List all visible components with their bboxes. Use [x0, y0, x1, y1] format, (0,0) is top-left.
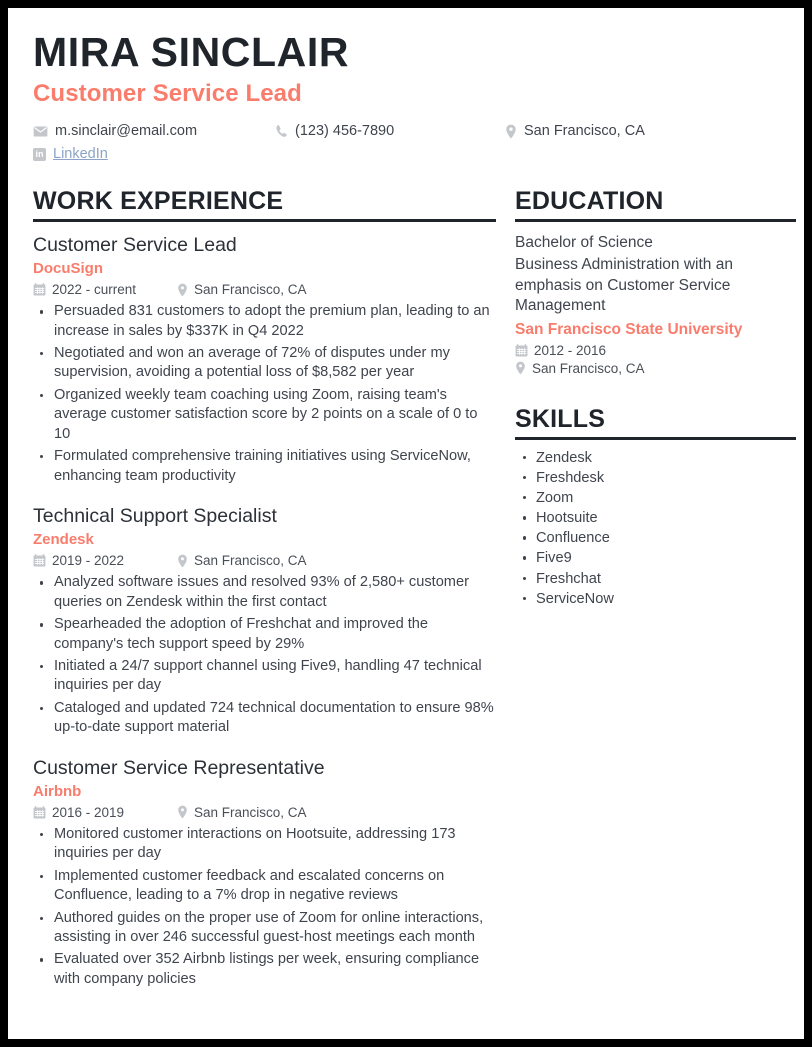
job-bullet-list: [33, 573, 496, 737]
job-dates-text: 2016 - 2019: [52, 804, 125, 820]
job-dates-text: 2019 - 2022: [52, 553, 125, 569]
education-heading: EDUCATION: [515, 186, 664, 215]
job-role: Customer Service Lead: [33, 233, 237, 256]
education-dates-text: 2012 - 2016: [534, 342, 607, 358]
contact-linkedin[interactable]: [33, 146, 108, 162]
contact-phone[interactable]: [275, 123, 505, 139]
map-pin-icon: [177, 805, 188, 819]
contact-location-text: San Francisco, CA: [524, 123, 645, 140]
map-pin-icon: [177, 283, 188, 297]
section-education: [515, 187, 796, 376]
job-company: DocuSign: [33, 260, 103, 278]
job-role: Technical Support Specialist: [33, 504, 277, 527]
contact-block: [33, 120, 779, 166]
skill-item: Zendesk: [515, 448, 796, 468]
map-pin-icon: [505, 124, 517, 139]
contact-phone-text: (123) 456-7890: [295, 123, 395, 140]
education-entry: [515, 233, 796, 376]
map-pin-icon: [177, 554, 188, 568]
section-divider: [515, 219, 796, 222]
education-school: San Francisco State University: [515, 320, 743, 338]
work-experience-heading: WORK EXPERIENCE: [33, 186, 284, 215]
job-meta: [33, 553, 496, 568]
job-dates: [33, 282, 177, 297]
job-location: [177, 805, 307, 820]
job-bullet-list: [33, 302, 496, 486]
linkedin-icon: in: [33, 148, 46, 161]
education-location-text: San Francisco, CA: [532, 360, 645, 376]
resume-page: [8, 8, 804, 1039]
job-company: Zendesk: [33, 531, 94, 549]
skill-item: Zoom: [515, 488, 796, 508]
resume-body: [8, 187, 804, 989]
linkedin-link[interactable]: LinkedIn: [53, 146, 108, 163]
job-dates: [33, 805, 177, 820]
contact-row-primary: [33, 120, 779, 143]
skills-heading: SKILLS: [515, 404, 606, 433]
skill-list: [515, 448, 796, 609]
calendar-icon: [33, 554, 46, 567]
job-entry: [33, 757, 496, 990]
job-bullet: Evaluated over 352 Airbnb listings per week, ensuring compliance with company policies: [33, 950, 496, 989]
job-role: Customer Service Representative: [33, 756, 325, 779]
job-dates: [33, 553, 177, 568]
skill-item: ServiceNow: [515, 589, 796, 609]
education-field: Business Administration with an emphasis on Customer Service Management: [515, 256, 733, 315]
job-list: [33, 234, 496, 989]
job-location-text: San Francisco, CA: [194, 282, 307, 298]
section-skills: [515, 405, 796, 609]
map-pin-icon: [515, 361, 526, 375]
right-column: [515, 187, 796, 609]
phone-icon: [275, 124, 288, 138]
job-location: [177, 553, 307, 568]
job-dates-text: 2022 - current: [52, 282, 137, 298]
section-work-experience: [33, 187, 496, 989]
skill-item: Hootsuite: [515, 508, 796, 528]
left-column: [33, 187, 496, 989]
job-bullet: Implemented customer feedback and escalated concerns on Confluence, leading to a 7% drop in negative reviews: [33, 867, 496, 906]
education-degree: Bachelor of Science: [515, 233, 653, 251]
job-bullet-list: [33, 825, 496, 989]
calendar-icon: [33, 806, 46, 819]
job-meta: [33, 805, 496, 820]
job-bullet: Initiated a 24/7 support channel using Five9, handling 47 technical inquiries per day: [33, 657, 496, 696]
job-bullet: Cataloged and updated 724 technical documentation to ensure 98% up-to-date support material: [33, 699, 496, 738]
job-location-text: San Francisco, CA: [194, 804, 307, 820]
job-bullet: Spearheaded the adoption of Freshchat and improved the company's tech support speed by 29%: [33, 615, 496, 654]
job-location: [177, 282, 307, 297]
job-bullet: Organized weekly team coaching using Zoom, raising team's average customer satisfaction score by 2 points on a scale of 0 to 10: [33, 386, 496, 444]
contact-email-text: m.sinclair@email.com: [55, 123, 198, 140]
skill-item: Freshchat: [515, 569, 796, 589]
calendar-icon: [33, 283, 46, 296]
job-entry: [33, 505, 496, 738]
contact-location: [505, 123, 645, 139]
job-bullet: Authored guides on the proper use of Zoom for online interactions, assisting in over 246 successful guest-host meetings each month: [33, 909, 496, 948]
education-location: [515, 361, 796, 376]
page-title: MIRA SINCLAIR: [33, 29, 350, 75]
envelope-icon: [33, 126, 48, 137]
section-divider: [515, 437, 796, 440]
header-job-title: Customer Service Lead: [33, 80, 302, 108]
education-list: [515, 233, 796, 376]
job-bullet: Analyzed software issues and resolved 93% of 2,580+ customer queries on Zendesk within the first contact: [33, 573, 496, 612]
contact-row-secondary: [33, 143, 779, 166]
job-entry: [33, 234, 496, 486]
job-location-text: San Francisco, CA: [194, 553, 307, 569]
education-dates: [515, 343, 796, 358]
job-bullet: Negotiated and won an average of 72% of disputes under my supervision, avoiding a potential loss of $8,582 per year: [33, 344, 496, 383]
section-divider: [33, 219, 496, 222]
resume-header: [8, 8, 804, 166]
skill-item: Five9: [515, 548, 796, 568]
contact-email[interactable]: [33, 123, 275, 139]
job-company: Airbnb: [33, 782, 82, 800]
job-bullet: Persuaded 831 customers to adopt the premium plan, leading to an increase in sales by $337K in Q4 2022: [33, 302, 496, 341]
skill-item: Freshdesk: [515, 468, 796, 488]
job-meta: [33, 282, 496, 297]
calendar-icon: [515, 344, 528, 357]
skill-item: Confluence: [515, 528, 796, 548]
job-bullet: Monitored customer interactions on Hootsuite, addressing 173 inquiries per day: [33, 825, 496, 864]
job-bullet: Formulated comprehensive training initiatives using ServiceNow, enhancing team productivity: [33, 447, 496, 486]
